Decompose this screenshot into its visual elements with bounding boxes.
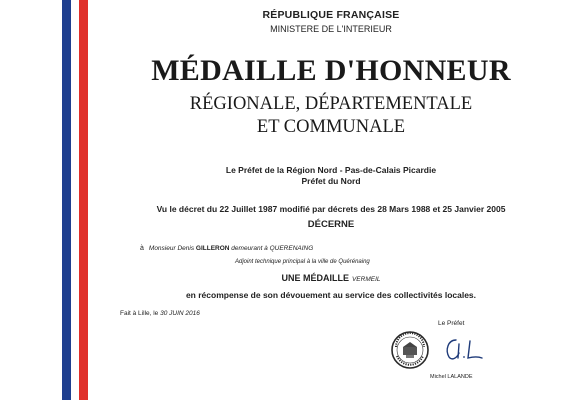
recipient-salutation: Monsieur Denis: [148, 245, 195, 252]
flag-stripe-blue: [62, 0, 71, 400]
place-date-line: [120, 310, 200, 317]
signatory-name: Michel LALANDE: [430, 374, 473, 380]
medal-grade: VERMEIL: [351, 276, 381, 283]
decree-reference: Vu le décret du 22 Juillet 1987 modifié par décrets des 28 Mars 1988 et 25 Janvier 2005: [156, 204, 506, 214]
place-prefix: Fait à Lille, le: [120, 310, 159, 317]
certificate-subtitle-2: ET COMMUNALE: [256, 117, 406, 137]
signatory-title: Le Préfet: [438, 320, 465, 327]
ministry-heading: MINISTERE DE L'INTERIEUR: [270, 24, 392, 34]
award-date: 30 JUIN 2016: [160, 310, 200, 317]
recipient-line: [140, 245, 313, 252]
handwritten-signature: [442, 336, 488, 364]
certificate-subtitle-1: RÉGIONALE, DÉPARTEMENTALE: [189, 94, 473, 114]
recipient-function: Adjoint technique principal à la ville de Quérénaing: [235, 259, 370, 265]
republic-heading: RÉPUBLIQUE FRANÇAISE: [262, 9, 400, 21]
prefect-line-2: Préfet du Nord: [301, 176, 361, 186]
prefect-line-1: Le Préfet de la Région Nord - Pas-de-Calais Picardie: [225, 165, 437, 175]
medal-label: UNE MÉDAILLE: [281, 273, 349, 283]
medal-line: [95, 273, 567, 283]
awards-heading: DÉCERNE: [307, 219, 355, 230]
certificate-title: MÉDAILLE D'HONNEUR: [151, 54, 511, 87]
prefecture-seal: [390, 330, 430, 370]
flag-stripe-red: [79, 0, 88, 400]
recipient-residence: demeurant à QUERENAING: [231, 245, 314, 252]
recipient-prefix: à: [140, 245, 144, 252]
recipient-name: GILLERON: [195, 245, 230, 252]
award-reason: en récompense de son dévouement au service des collectivités locales.: [185, 290, 477, 300]
